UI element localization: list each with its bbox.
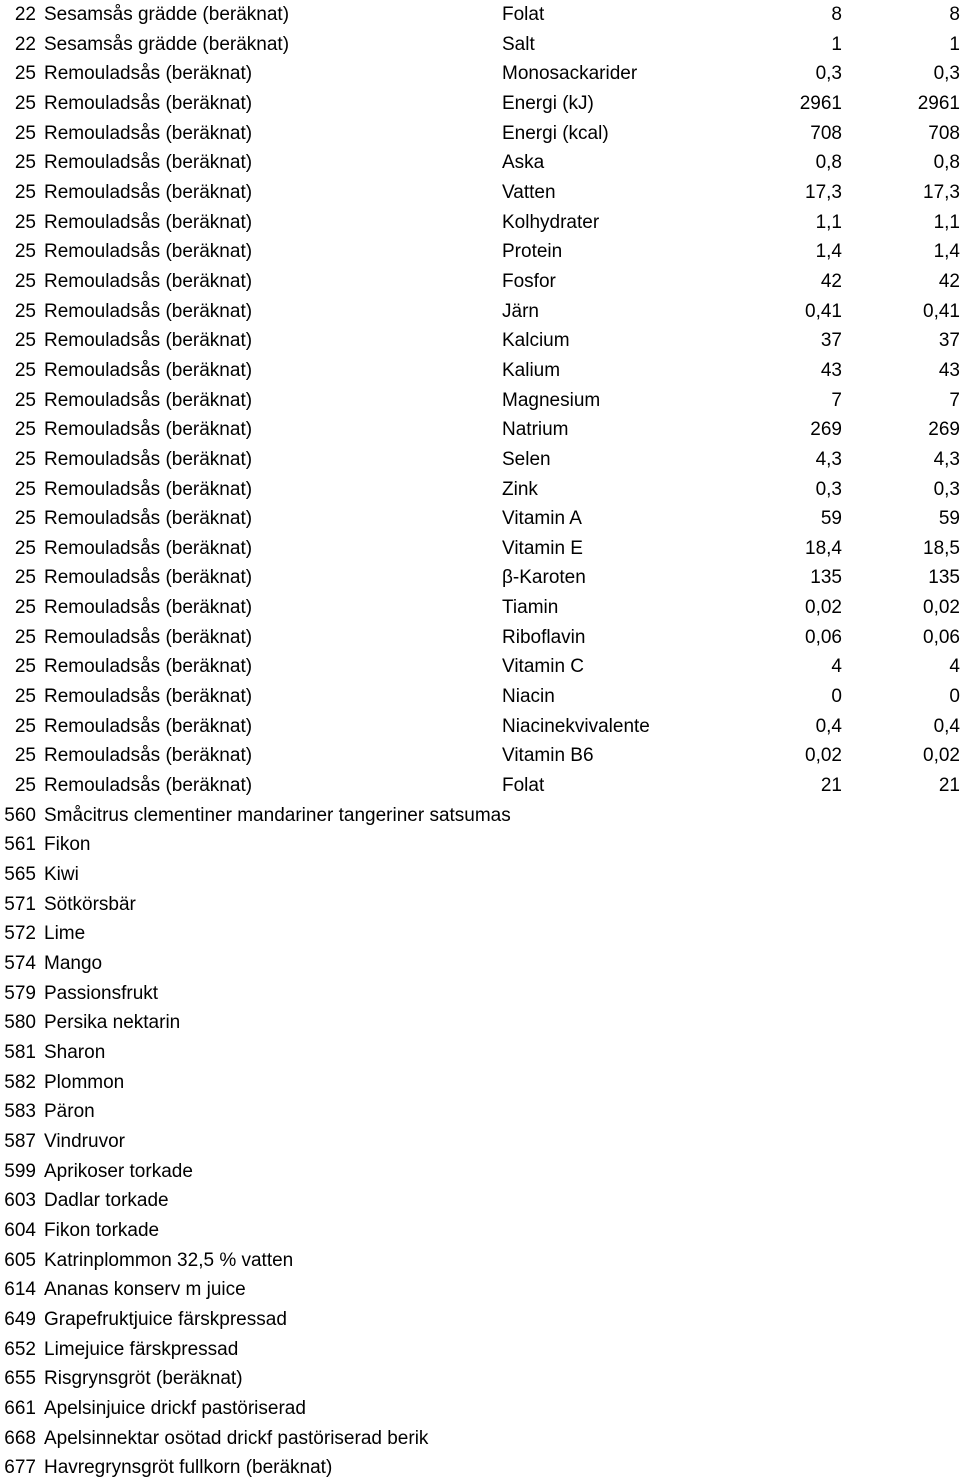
table-row — [0, 1453, 960, 1483]
cell-value-1: 18,4 — [805, 537, 842, 559]
cell-value-2: 0,8 — [933, 152, 960, 174]
cell-value-2: 17,3 — [923, 181, 960, 203]
cell-nutrient: Järn — [502, 300, 539, 322]
cell-food-id: 22 — [14, 33, 36, 55]
table-row — [0, 563, 960, 593]
cell-value-2: 708 — [928, 122, 960, 144]
cell-food-name: Kiwi — [44, 864, 79, 886]
cell-food-name: Aprikoser torkade — [44, 1160, 193, 1182]
cell-food-name: Remouladsås (beräknat) — [44, 656, 253, 678]
cell-food-id: 605 — [4, 1249, 36, 1271]
table-row — [0, 1275, 960, 1305]
table-row — [0, 1038, 960, 1068]
cell-food-id: 25 — [14, 508, 36, 530]
table-row — [0, 860, 960, 890]
cell-food-name: Katrinplommon 32,5 % vatten — [44, 1249, 294, 1271]
cell-value-1: 0,41 — [805, 300, 842, 322]
cell-food-name: Remouladsås (beräknat) — [44, 270, 253, 292]
cell-food-name: Remouladsås (beräknat) — [44, 241, 253, 263]
cell-food-name: Remouladsås (beräknat) — [44, 715, 253, 737]
cell-nutrient: Kolhydrater — [502, 211, 600, 233]
cell-food-name: Remouladsås (beräknat) — [44, 181, 253, 203]
cell-food-name: Remouladsås (beräknat) — [44, 152, 253, 174]
cell-food-id: 572 — [4, 923, 36, 945]
cell-nutrient: Aska — [502, 152, 545, 174]
cell-food-name: Persika nektarin — [44, 1012, 181, 1034]
table-row — [0, 415, 960, 445]
cell-food-name: Remouladsås (beräknat) — [44, 419, 253, 441]
table-row — [0, 386, 960, 416]
cell-food-name: Fikon — [44, 834, 91, 856]
table-row — [0, 1127, 960, 1157]
cell-nutrient: Fosfor — [502, 270, 556, 292]
table-row — [0, 712, 960, 742]
cell-food-name: Grapefruktjuice färskpressad — [44, 1308, 287, 1330]
cell-value-1: 0 — [831, 686, 842, 708]
cell-food-name: Remouladsås (beräknat) — [44, 63, 253, 85]
cell-food-name: Vindruvor — [44, 1130, 125, 1152]
cell-value-1: 37 — [820, 330, 842, 352]
cell-food-id: 25 — [14, 63, 36, 85]
cell-food-id: 582 — [4, 1071, 36, 1093]
cell-value-1: 7 — [831, 389, 842, 411]
cell-food-name: Remouladsås (beräknat) — [44, 626, 253, 648]
cell-value-2: 59 — [938, 508, 960, 530]
cell-nutrient: Vatten — [502, 181, 556, 203]
cell-food-id: 580 — [4, 1012, 36, 1034]
cell-food-name: Remouladsås (beräknat) — [44, 92, 253, 114]
cell-value-2: 0,3 — [933, 478, 960, 500]
table-row — [0, 445, 960, 475]
cell-value-2: 1,1 — [933, 211, 960, 233]
cell-food-id: 652 — [4, 1338, 36, 1360]
cell-value-2: 4 — [949, 656, 960, 678]
cell-value-1: 0,06 — [805, 626, 842, 648]
cell-food-name: Remouladsås (beräknat) — [44, 359, 253, 381]
cell-food-id: 661 — [4, 1397, 36, 1419]
table-row — [0, 208, 960, 238]
cell-food-id: 25 — [14, 300, 36, 322]
table-row — [0, 1008, 960, 1038]
cell-value-2: 7 — [949, 389, 960, 411]
cell-food-id: 25 — [14, 597, 36, 619]
cell-food-name: Risgrynsgröt (beräknat) — [44, 1368, 243, 1390]
cell-value-1: 2961 — [799, 92, 842, 114]
cell-nutrient: Vitamin A — [502, 508, 582, 530]
cell-food-id: 560 — [4, 804, 36, 826]
cell-food-id: 677 — [4, 1457, 36, 1479]
cell-food-id: 581 — [4, 1041, 36, 1063]
cell-food-id: 25 — [14, 715, 36, 737]
cell-food-name: Remouladsås (beräknat) — [44, 330, 253, 352]
cell-nutrient: Folat — [502, 775, 545, 797]
cell-food-id: 25 — [14, 567, 36, 589]
cell-food-name: Remouladsås (beräknat) — [44, 389, 253, 411]
cell-food-id: 668 — [4, 1427, 36, 1449]
cell-food-name: Mango — [44, 953, 103, 974]
cell-food-name: Passionsfrukt — [44, 982, 159, 1004]
cell-food-id: 655 — [4, 1368, 36, 1390]
cell-food-name: Remouladsås (beräknat) — [44, 745, 253, 767]
cell-nutrient: Vitamin B6 — [502, 745, 594, 767]
cell-nutrient: Vitamin C — [502, 656, 585, 678]
cell-food-name: Småcitrus clementiner mandariner tangeriner satsumas — [44, 804, 511, 826]
cell-value-2: 0 — [949, 686, 960, 708]
cell-value-2: 4,3 — [933, 448, 960, 470]
cell-food-id: 571 — [4, 893, 36, 915]
table-row — [0, 890, 960, 920]
table-row — [0, 30, 960, 60]
cell-nutrient: Energi (kJ) — [502, 92, 594, 114]
table-row — [0, 919, 960, 949]
cell-nutrient: Zink — [502, 478, 538, 500]
cell-food-name: Dadlar torkade — [44, 1190, 169, 1212]
cell-food-id: 25 — [14, 626, 36, 648]
cell-food-id: 25 — [14, 448, 36, 470]
cell-nutrient: Monosackarider — [502, 63, 638, 85]
table-row — [0, 326, 960, 356]
cell-food-name: Fikon torkade — [44, 1219, 160, 1241]
cell-nutrient: Kalcium — [502, 330, 570, 352]
cell-nutrient: Vitamin E — [502, 537, 583, 559]
table-row — [0, 1068, 960, 1098]
cell-food-name: Remouladsås (beräknat) — [44, 122, 253, 144]
cell-value-2: 269 — [928, 419, 960, 441]
table-row — [0, 0, 960, 30]
cell-nutrient: Riboflavin — [502, 626, 586, 648]
table-row — [0, 178, 960, 208]
cell-value-2: 37 — [938, 330, 960, 352]
cell-food-id: 579 — [4, 982, 36, 1004]
cell-food-name: Sharon — [44, 1041, 106, 1063]
table-row — [0, 1394, 960, 1424]
cell-value-1: 43 — [820, 359, 842, 381]
table-row — [0, 593, 960, 623]
cell-food-id: 25 — [14, 686, 36, 708]
table-row — [0, 830, 960, 860]
cell-value-2: 42 — [938, 270, 960, 292]
cell-food-id: 599 — [4, 1160, 36, 1182]
cell-food-name: Remouladsås (beräknat) — [44, 211, 253, 233]
cell-food-id: 25 — [14, 270, 36, 292]
cell-food-id: 574 — [4, 953, 36, 974]
table-row — [0, 237, 960, 267]
cell-value-1: 135 — [810, 567, 842, 589]
cell-food-name: Sesamsås grädde (beräknat) — [44, 4, 290, 25]
table-row — [0, 1305, 960, 1335]
cell-value-1: 1 — [831, 33, 842, 55]
cell-food-name: Remouladsås (beräknat) — [44, 775, 253, 797]
cell-nutrient: Energi (kcal) — [502, 122, 609, 144]
cell-value-1: 4,3 — [815, 448, 842, 470]
cell-value-2: 0,41 — [923, 300, 960, 322]
cell-food-name: Sesamsås grädde (beräknat) — [44, 33, 290, 55]
cell-nutrient: Kalium — [502, 359, 561, 381]
table-row — [0, 652, 960, 682]
table-row — [0, 682, 960, 712]
table-row — [0, 801, 960, 831]
cell-food-id: 604 — [4, 1219, 36, 1241]
cell-value-1: 0,8 — [815, 152, 842, 174]
table-row — [0, 475, 960, 505]
table-row — [0, 1157, 960, 1187]
table-row — [0, 89, 960, 119]
cell-food-name: Remouladsås (beräknat) — [44, 567, 253, 589]
cell-nutrient: Niacin — [502, 686, 555, 708]
cell-food-name: Ananas konserv m juice — [44, 1279, 246, 1301]
cell-food-id: 25 — [14, 419, 36, 441]
cell-food-name: Remouladsås (beräknat) — [44, 448, 253, 470]
cell-food-name: Remouladsås (beräknat) — [44, 300, 253, 322]
cell-value-1: 1,1 — [815, 211, 842, 233]
cell-food-name: Remouladsås (beräknat) — [44, 686, 253, 708]
cell-value-1: 59 — [820, 508, 842, 530]
cell-food-id: 649 — [4, 1308, 36, 1330]
cell-value-2: 8 — [949, 4, 960, 25]
cell-value-1: 4 — [831, 656, 842, 678]
cell-food-id: 25 — [14, 92, 36, 114]
table-row — [0, 59, 960, 89]
cell-food-id: 25 — [14, 241, 36, 263]
cell-food-name: Remouladsås (beräknat) — [44, 537, 253, 559]
cell-nutrient: Folat — [502, 4, 545, 25]
cell-value-1: 21 — [820, 775, 842, 797]
cell-food-name: Remouladsås (beräknat) — [44, 508, 253, 530]
cell-food-id: 587 — [4, 1130, 36, 1152]
cell-food-id: 565 — [4, 864, 36, 886]
cell-value-2: 0,02 — [923, 745, 960, 767]
cell-food-id: 25 — [14, 122, 36, 144]
cell-food-id: 25 — [14, 359, 36, 381]
cell-food-id: 603 — [4, 1190, 36, 1212]
table-row — [0, 1097, 960, 1127]
table-row — [0, 1335, 960, 1365]
cell-nutrient: Selen — [502, 448, 551, 470]
table-row — [0, 1246, 960, 1276]
cell-value-1: 0,4 — [815, 715, 842, 737]
table-row — [0, 356, 960, 386]
table-row — [0, 979, 960, 1009]
cell-food-id: 614 — [4, 1279, 36, 1301]
cell-nutrient: Protein — [502, 241, 563, 263]
cell-food-id: 25 — [14, 181, 36, 203]
cell-value-2: 0,02 — [923, 597, 960, 619]
cell-value-1: 42 — [820, 270, 842, 292]
cell-food-name: Lime — [44, 923, 86, 945]
cell-food-id: 25 — [14, 656, 36, 678]
cell-value-1: 17,3 — [805, 181, 842, 203]
cell-food-id: 25 — [14, 537, 36, 559]
table-row — [0, 623, 960, 653]
cell-value-2: 135 — [928, 567, 960, 589]
cell-value-2: 43 — [938, 359, 960, 381]
table-row — [0, 148, 960, 178]
cell-food-id: 25 — [14, 211, 36, 233]
cell-food-id: 25 — [14, 478, 36, 500]
cell-value-1: 8 — [831, 4, 842, 25]
table-row — [0, 1424, 960, 1454]
cell-food-name: Päron — [44, 1101, 95, 1123]
table-row — [0, 119, 960, 149]
cell-value-1: 708 — [810, 122, 842, 144]
cell-food-id: 25 — [14, 152, 36, 174]
cell-value-1: 0,02 — [805, 597, 842, 619]
cell-nutrient: Niacinekvivalente — [502, 715, 650, 737]
cell-value-2: 0,3 — [933, 63, 960, 85]
cell-food-name: Sötkörsbär — [44, 893, 136, 915]
cell-food-id: 583 — [4, 1101, 36, 1123]
cell-food-name: Remouladsås (beräknat) — [44, 597, 253, 619]
cell-value-2: 0,06 — [923, 626, 960, 648]
table-row — [0, 297, 960, 327]
table-row — [0, 1364, 960, 1394]
cell-value-1: 0,02 — [805, 745, 842, 767]
cell-nutrient: Tiamin — [502, 597, 559, 619]
table-row — [0, 741, 960, 771]
cell-nutrient: β-Karoten — [502, 567, 586, 589]
cell-food-name: Havregrynsgröt fullkorn (beräknat) — [44, 1457, 333, 1479]
table-row — [0, 1216, 960, 1246]
cell-value-2: 1,4 — [933, 241, 960, 263]
table-row — [0, 771, 960, 801]
cell-nutrient: Magnesium — [502, 389, 601, 411]
cell-food-name: Apelsinnektar osötad drickf pastöriserad berik — [44, 1427, 429, 1449]
cell-value-2: 2961 — [917, 92, 960, 114]
table-row — [0, 267, 960, 297]
table-row — [0, 504, 960, 534]
cell-food-name: Remouladsås (beräknat) — [44, 478, 253, 500]
cell-food-id: 25 — [14, 389, 36, 411]
cell-value-1: 269 — [810, 419, 842, 441]
cell-value-2: 21 — [938, 775, 960, 797]
cell-food-id: 561 — [4, 834, 36, 856]
table-row — [0, 1186, 960, 1216]
cell-value-2: 0,4 — [933, 715, 960, 737]
cell-food-id: 25 — [14, 745, 36, 767]
cell-food-id: 25 — [14, 775, 36, 797]
cell-food-name: Plommon — [44, 1071, 125, 1093]
cell-value-1: 1,4 — [815, 241, 842, 263]
table-row — [0, 949, 960, 979]
cell-food-name: Limejuice färskpressad — [44, 1338, 239, 1360]
cell-food-id: 22 — [14, 4, 36, 25]
cell-food-name: Apelsinjuice drickf pastöriserad — [44, 1397, 306, 1419]
cell-nutrient: Salt — [502, 33, 535, 55]
cell-value-2: 1 — [949, 33, 960, 55]
cell-food-id: 25 — [14, 330, 36, 352]
table-row — [0, 534, 960, 564]
cell-nutrient: Natrium — [502, 419, 569, 441]
cell-value-1: 0,3 — [815, 478, 842, 500]
cell-value-2: 18,5 — [923, 537, 960, 559]
cell-value-1: 0,3 — [815, 63, 842, 85]
